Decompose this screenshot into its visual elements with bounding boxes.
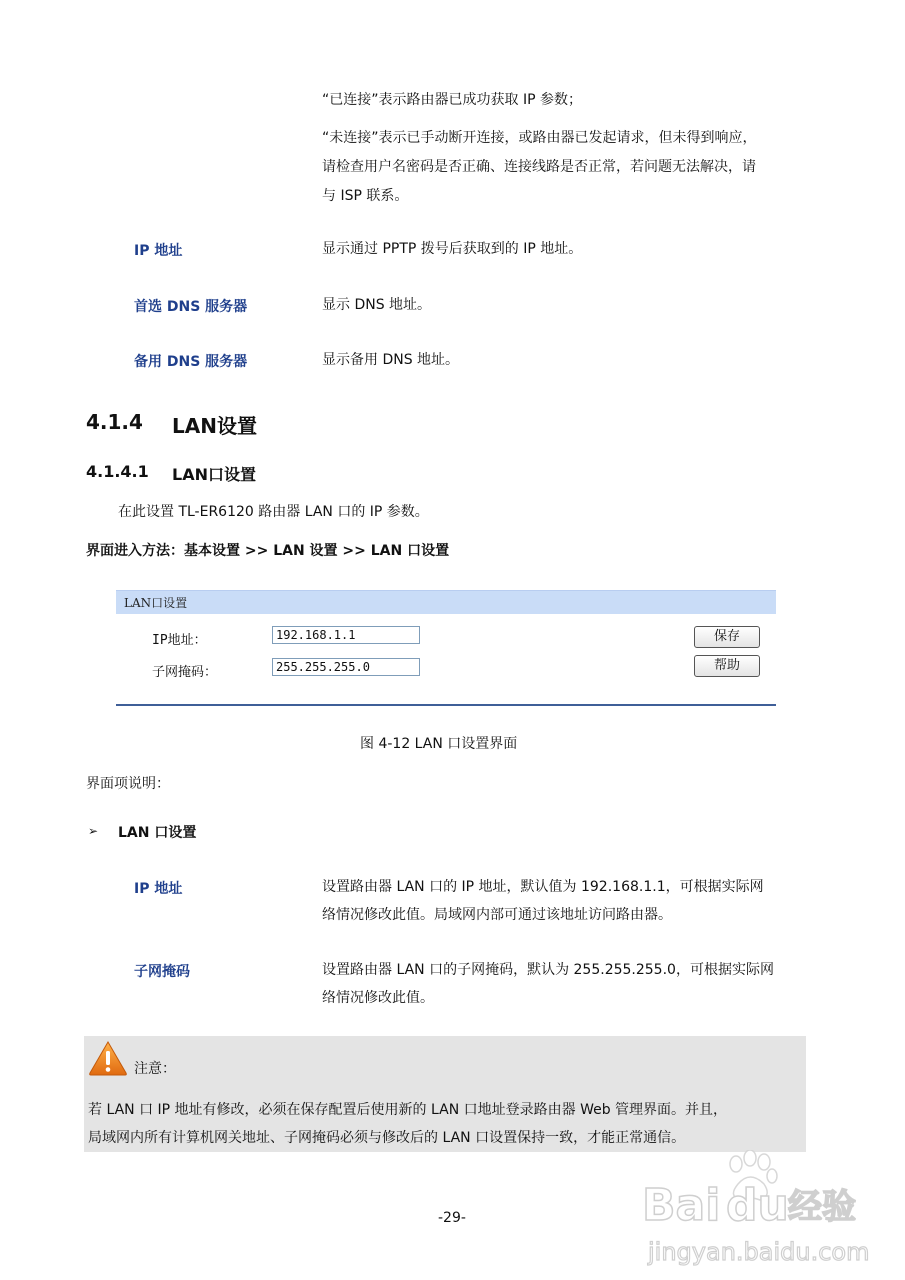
def2-desc-ip-line2: 络情况修改此值。局域网内部可通过该地址访问路由器。 xyxy=(322,907,672,923)
subsection-title: LAN口设置 xyxy=(172,465,256,484)
bullet-lan-settings: LAN 口设置 xyxy=(118,825,197,841)
def-term-ip-address: IP 地址 xyxy=(134,243,183,259)
subnet-mask-input[interactable]: 255.255.255.0 xyxy=(272,658,420,676)
def2-desc-ip-line1: 设置路由器 LAN 口的 IP 地址，默认值为 192.168.1.1，可根据实际网 xyxy=(322,879,764,895)
help-button[interactable]: 帮助 xyxy=(694,655,760,677)
svg-text:du: du xyxy=(726,1180,789,1231)
def2-desc-mask-line2: 络情况修改此值。 xyxy=(322,990,434,1006)
baidu-watermark-logo xyxy=(640,1150,880,1270)
page-number: -29- xyxy=(438,1210,466,1226)
svg-text:jingyan.baidu.com: jingyan.baidu.com xyxy=(648,1238,870,1266)
note-title: 注意： xyxy=(134,1061,176,1077)
svg-text:Bai: Bai xyxy=(642,1180,721,1231)
save-button[interactable]: 保存 xyxy=(694,626,760,648)
status-disconnected-line2: 请检查用户名密码是否正确、连接线路是否正常，若问题无法解决，请 xyxy=(322,159,756,175)
def2-desc-mask-line1: 设置路由器 LAN 口的子网掩码，默认为 255.255.255.0，可根据实际网 xyxy=(322,962,774,978)
section-number: 4.1.4 xyxy=(86,410,143,434)
status-disconnected-line1: “未连接”表示已手动断开连接，或路由器已发起请求，但未得到响应， xyxy=(322,130,757,146)
figure-caption: 图 4-12 LAN 口设置界面 xyxy=(360,736,518,752)
subnet-mask-label: 子网掩码： xyxy=(152,665,218,680)
def-desc-ip-address: 显示通过 PPTP 拨号后获取到的 IP 地址。 xyxy=(322,241,583,257)
nav-path: 界面进入方法：基本设置 >> LAN 设置 >> LAN 口设置 xyxy=(86,543,450,559)
status-connected-text: “已连接”表示路由器已成功获取 IP 参数； xyxy=(322,92,582,108)
subsection-number: 4.1.4.1 xyxy=(86,462,149,481)
def-term-primary-dns: 首选 DNS 服务器 xyxy=(134,299,248,315)
def-desc-primary-dns: 显示 DNS 地址。 xyxy=(322,297,432,313)
section-title: LAN设置 xyxy=(172,414,257,438)
panel-bottom-rule xyxy=(116,704,776,706)
intro-text: 在此设置 TL-ER6120 路由器 LAN 口的 IP 参数。 xyxy=(118,504,429,520)
svg-text:经验: 经验 xyxy=(788,1187,856,1227)
def-term-secondary-dns: 备用 DNS 服务器 xyxy=(134,354,248,370)
ip-label: IP地址： xyxy=(152,633,207,648)
items-heading: 界面项说明： xyxy=(86,776,170,792)
warning-icon xyxy=(88,1040,128,1076)
note-line1: 若 LAN 口 IP 地址有修改，必须在保存配置后使用新的 LAN 口地址登录路由器 Web 管理界面。并且， xyxy=(88,1102,728,1118)
ip-input[interactable]: 192.168.1.1 xyxy=(272,626,420,644)
bullet-arrow-icon: ➢ xyxy=(88,824,99,838)
def-desc-secondary-dns: 显示备用 DNS 地址。 xyxy=(322,352,460,368)
status-disconnected-line3: 与 ISP 联系。 xyxy=(322,188,409,204)
def2-term-ip-address: IP 地址 xyxy=(134,881,183,897)
panel-title-bar: LAN口设置 xyxy=(116,590,776,614)
note-line2: 局域网内所有计算机网关地址、子网掩码必须与修改后的 LAN 口设置保持一致，才能正常通信。 xyxy=(88,1130,686,1146)
def2-term-subnet-mask: 子网掩码 xyxy=(134,964,190,980)
